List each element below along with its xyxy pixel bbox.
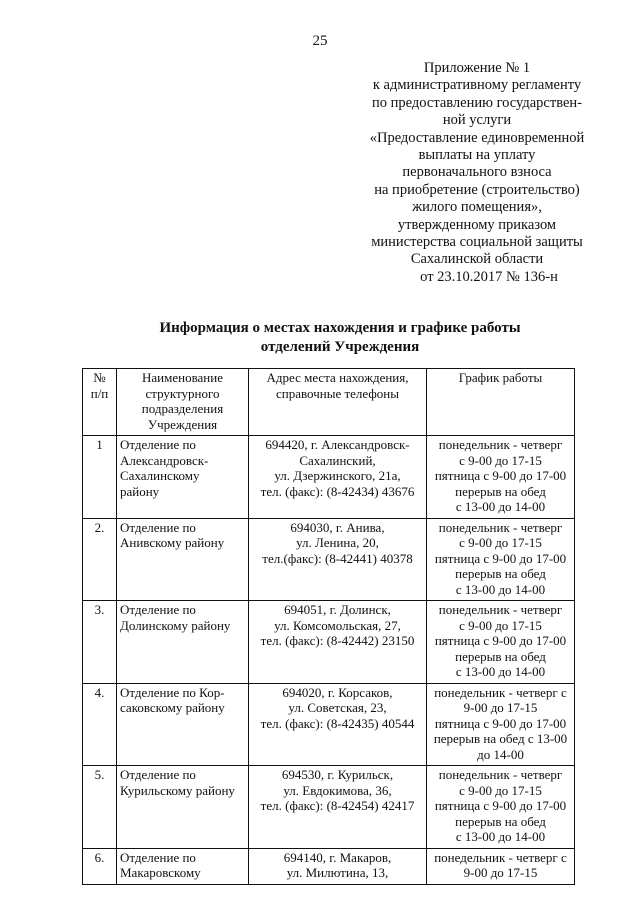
- branches-table: [82, 368, 575, 885]
- appendix-line: министерства социальной защиты: [371, 234, 583, 251]
- appendix-line: по предоставлению государствен-: [372, 94, 582, 111]
- page-number: 25: [312, 33, 328, 49]
- row-num: 6.: [83, 848, 117, 884]
- appendix-line: Приложение № 1: [423, 60, 531, 76]
- header-num: № п/п: [83, 369, 117, 436]
- row-schedule: понедельник - четверг с 9-00 до 17-15: [427, 848, 575, 884]
- appendix-line: жилого помещения»,: [412, 199, 542, 216]
- row-address: 694030, г. Анива, ул. Ленина, 20, тел.(факс): (8-42441) 40378: [249, 518, 427, 601]
- appendix-line: Сахалинской области: [410, 251, 544, 268]
- table-row: [83, 601, 575, 684]
- row-num: 4.: [83, 683, 117, 766]
- appendix-block: [352, 60, 602, 286]
- row-num: 5.: [83, 766, 117, 849]
- document-title: [120, 319, 560, 357]
- appendix-line: на приобретение (строительство): [374, 181, 580, 198]
- row-name: Отделение по Макаровскому: [117, 848, 249, 884]
- row-address: 694140, г. Макаров, ул. Милютина, 13,: [249, 848, 427, 884]
- table-row: [83, 683, 575, 766]
- table-row: [83, 766, 575, 849]
- table-row: [83, 518, 575, 601]
- appendix-line: утвержденному приказом: [397, 216, 557, 233]
- table-header-row: [83, 369, 575, 436]
- row-num: 1: [83, 436, 117, 519]
- row-name: Отделение по Кор- саковскому району: [117, 683, 249, 766]
- row-schedule: понедельник - четверг с 9-00 до 17-15 пятница с 9-00 до 17-00 перерыв на обед с 13-00 до 14-00: [427, 436, 575, 519]
- row-name: Отделение по Анивскому району: [117, 518, 249, 601]
- row-schedule: понедельник - четверг с 9-00 до 17-15 пятница с 9-00 до 17-00 перерыв на обед с 13-00 до 14-00: [427, 601, 575, 684]
- row-address: 694420, г. Александровск- Сахалинский, ул. Дзержинского, 21а, тел. (факс): (8-42434) 43676: [249, 436, 427, 519]
- row-schedule: понедельник - четверг с 9-00 до 17-15 пятница с 9-00 до 17-00 перерыв на обед с 13-00 до 14-00: [427, 766, 575, 849]
- row-name: Отделение по Долинскому району: [117, 601, 249, 684]
- row-num: 3.: [83, 601, 117, 684]
- appendix-line: первоначального взноса: [402, 164, 552, 181]
- row-schedule: понедельник - четверг с 9-00 до 17-15 пятница с 9-00 до 17-00 перерыв на обед с 13-00 до 14-00: [427, 683, 575, 766]
- appendix-line: выплаты на уплату: [418, 147, 536, 164]
- row-address: 694020, г. Корсаков, ул. Советская, 23, тел. (факс): (8-42435) 40544: [249, 683, 427, 766]
- row-name: Отделение по Курильскому району: [117, 766, 249, 849]
- row-name: Отделение по Александровск- Сахалинскому району: [117, 436, 249, 519]
- header-schedule: График работы: [427, 369, 575, 436]
- table-row: [83, 848, 575, 884]
- header-name: Наименование структурного подразделения Учреждения: [117, 369, 249, 436]
- title-line-1: Информация о местах нахождения и графике работы: [159, 320, 521, 336]
- appendix-line: от 23.10.2017 № 136-н: [420, 268, 558, 285]
- row-schedule: понедельник - четверг с 9-00 до 17-15 пятница с 9-00 до 17-00 перерыв на обед с 13-00 до 14-00: [427, 518, 575, 601]
- appendix-line: ной услуги: [442, 112, 512, 129]
- appendix-line: «Предоставление единовременной: [369, 129, 585, 146]
- appendix-line: к административному регламенту: [372, 77, 582, 94]
- table-row: [83, 436, 575, 519]
- row-address: 694530, г. Курильск, ул. Евдокимова, 36, тел. (факс): (8-42454) 42417: [249, 766, 427, 849]
- header-address: Адрес места нахождения, справочные телефоны: [249, 369, 427, 436]
- row-address: 694051, г. Долинск, ул. Комсомольская, 27, тел. (факс): (8-42442) 23150: [249, 601, 427, 684]
- title-line-2: отделений Учреждения: [260, 339, 420, 355]
- row-num: 2.: [83, 518, 117, 601]
